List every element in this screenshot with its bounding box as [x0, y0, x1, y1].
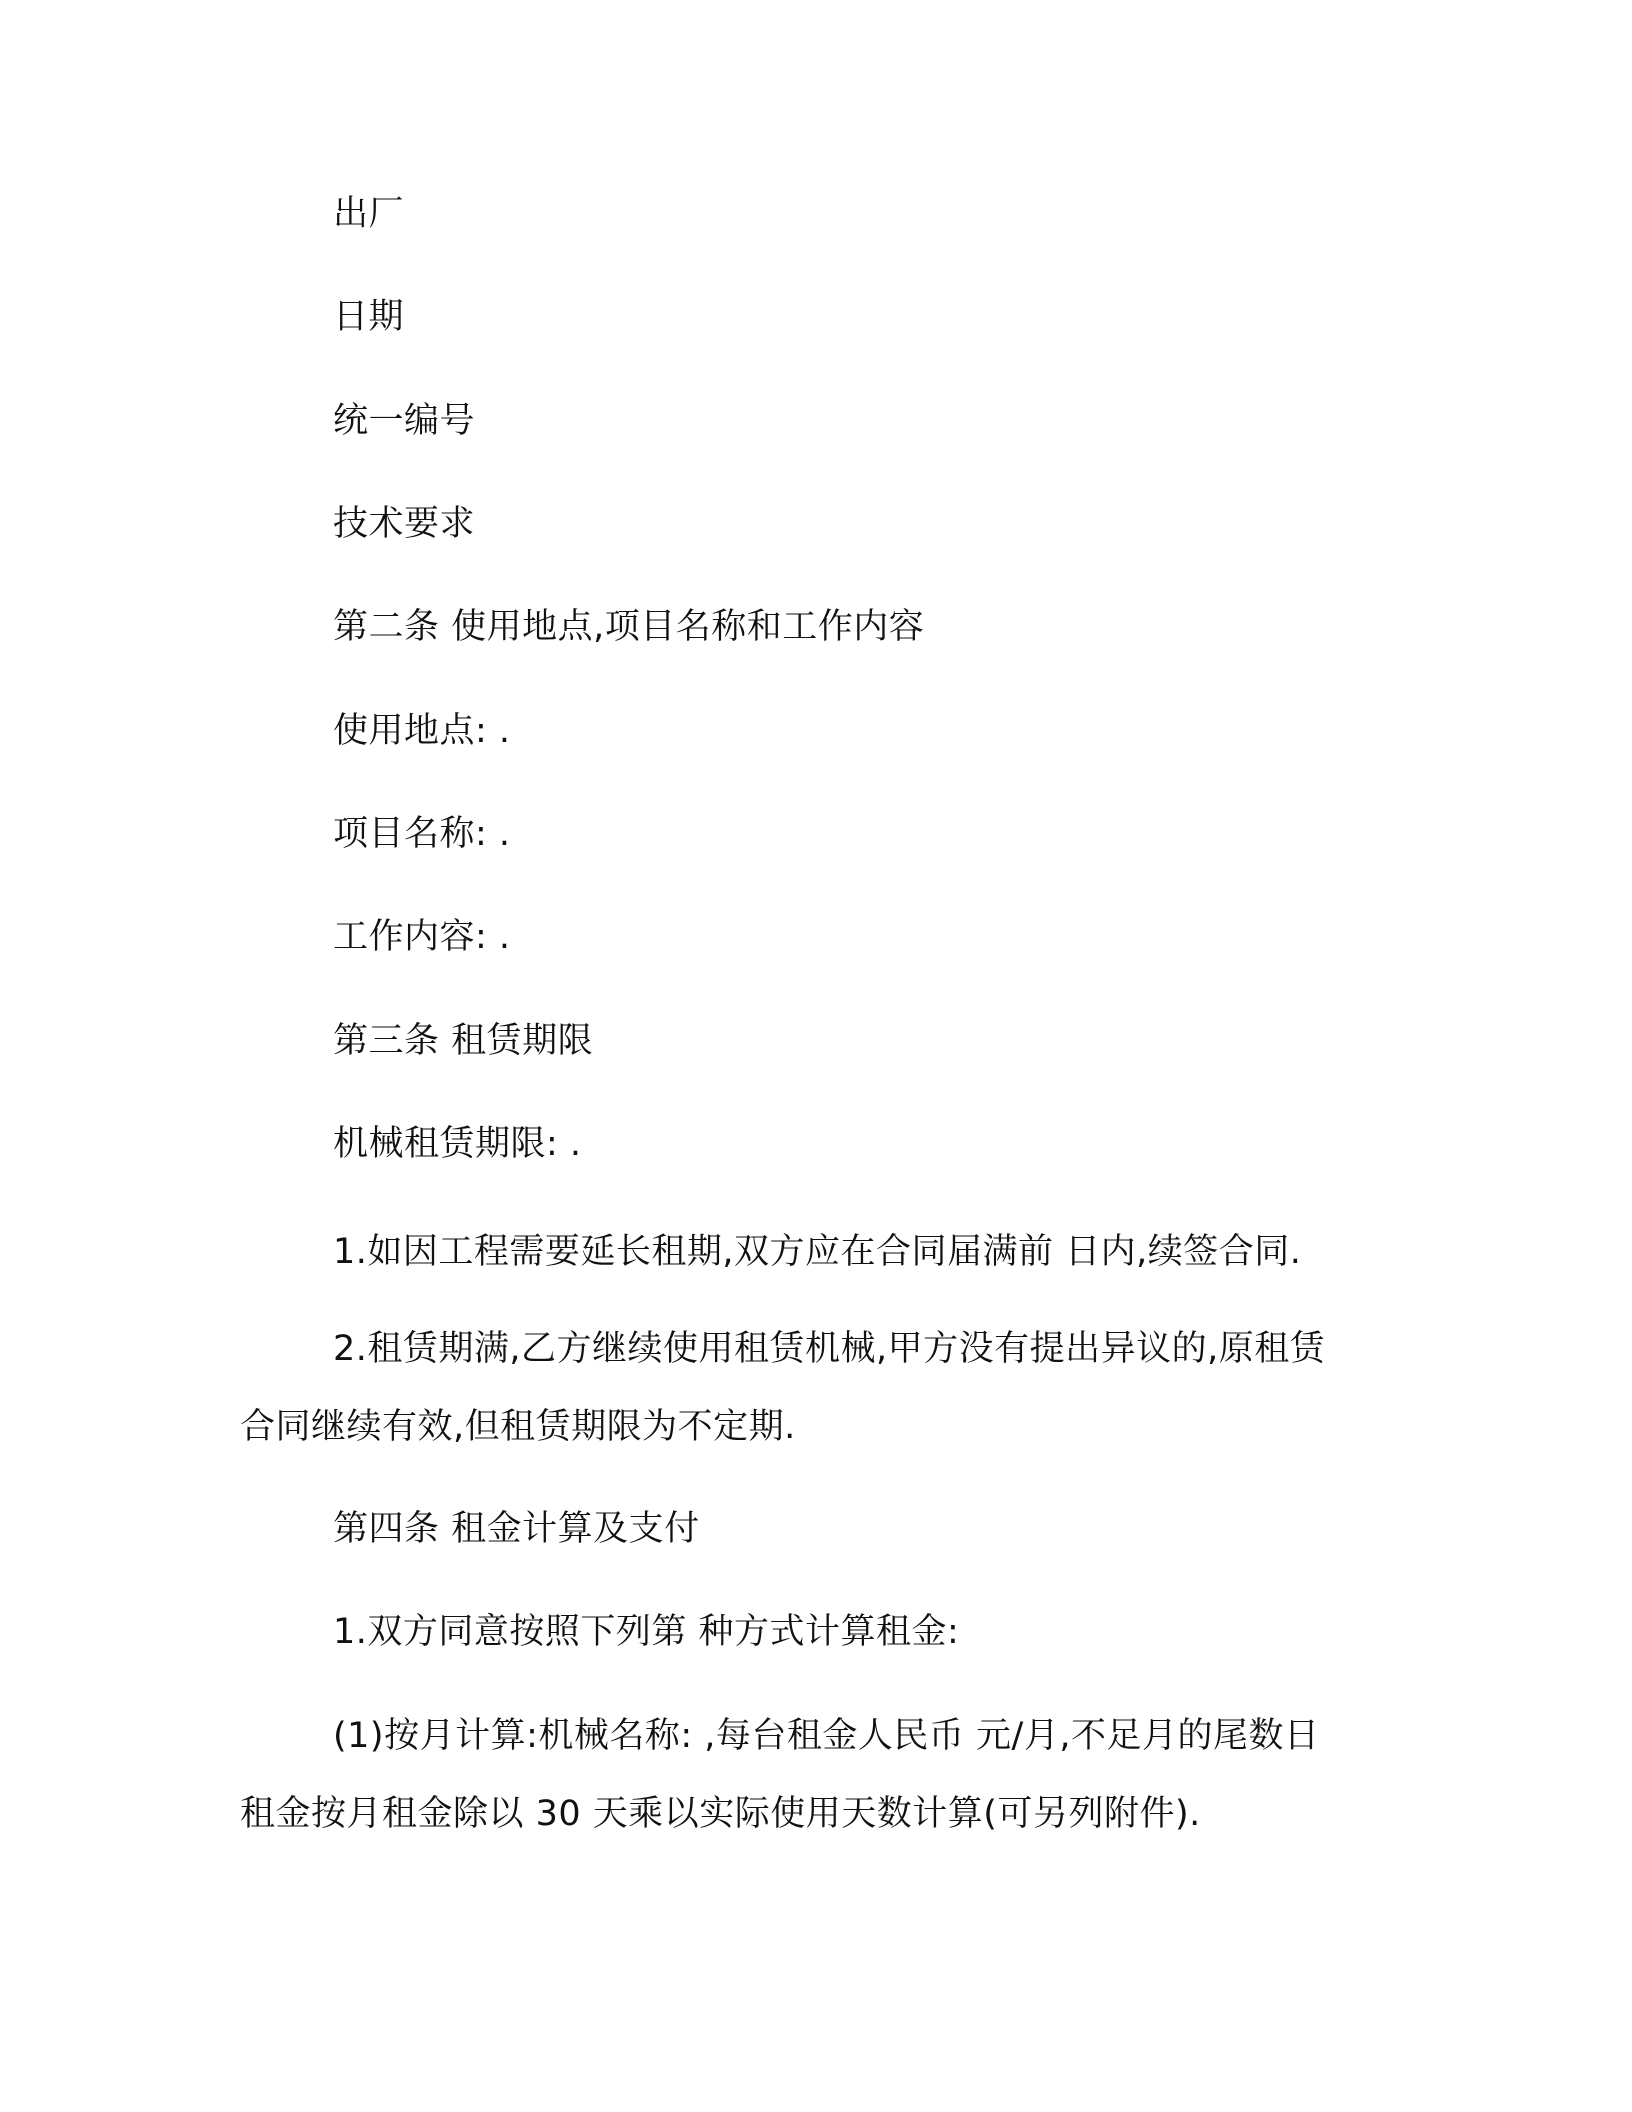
clause-3-1: 1.如因工程需要延长租期,双方应在合同届满前 日内,续签合同. — [333, 1232, 1302, 1272]
clause-4-1: 1.双方同意按照下列第 种方式计算租金: — [333, 1612, 960, 1652]
clause-3-2-line-2: 合同继续有效,但租赁期限为不定期. — [240, 1407, 796, 1447]
article-4-heading: 第四条 租金计算及支付 — [333, 1509, 700, 1549]
field-project-name: 项目名称: . — [333, 814, 511, 854]
article-3-heading: 第三条 租赁期限 — [333, 1021, 594, 1061]
field-label-technical-requirements: 技术要求 — [333, 504, 476, 544]
clause-3-2-line-1: 2.租赁期满,乙方继续使用租赁机械,甲方没有提出异议的,原租赁 — [333, 1329, 1326, 1369]
field-lease-term: 机械租赁期限: . — [333, 1124, 582, 1164]
article-2-heading: 第二条 使用地点,项目名称和工作内容 — [333, 607, 925, 647]
field-label-manufacture: 出厂 — [333, 194, 405, 234]
field-label-serial-number: 统一编号 — [333, 401, 476, 441]
field-usage-location: 使用地点: . — [333, 711, 511, 751]
field-work-content: 工作内容: . — [333, 917, 511, 957]
field-label-date: 日期 — [333, 297, 405, 337]
clause-4-1-1-line-1: (1)按月计算:机械名称: ,每台租金人民币 元/月,不足月的尾数日 — [333, 1716, 1320, 1756]
clause-4-1-1-line-2: 租金按月租金除以 30 天乘以实际使用天数计算(可另列附件). — [240, 1794, 1201, 1834]
